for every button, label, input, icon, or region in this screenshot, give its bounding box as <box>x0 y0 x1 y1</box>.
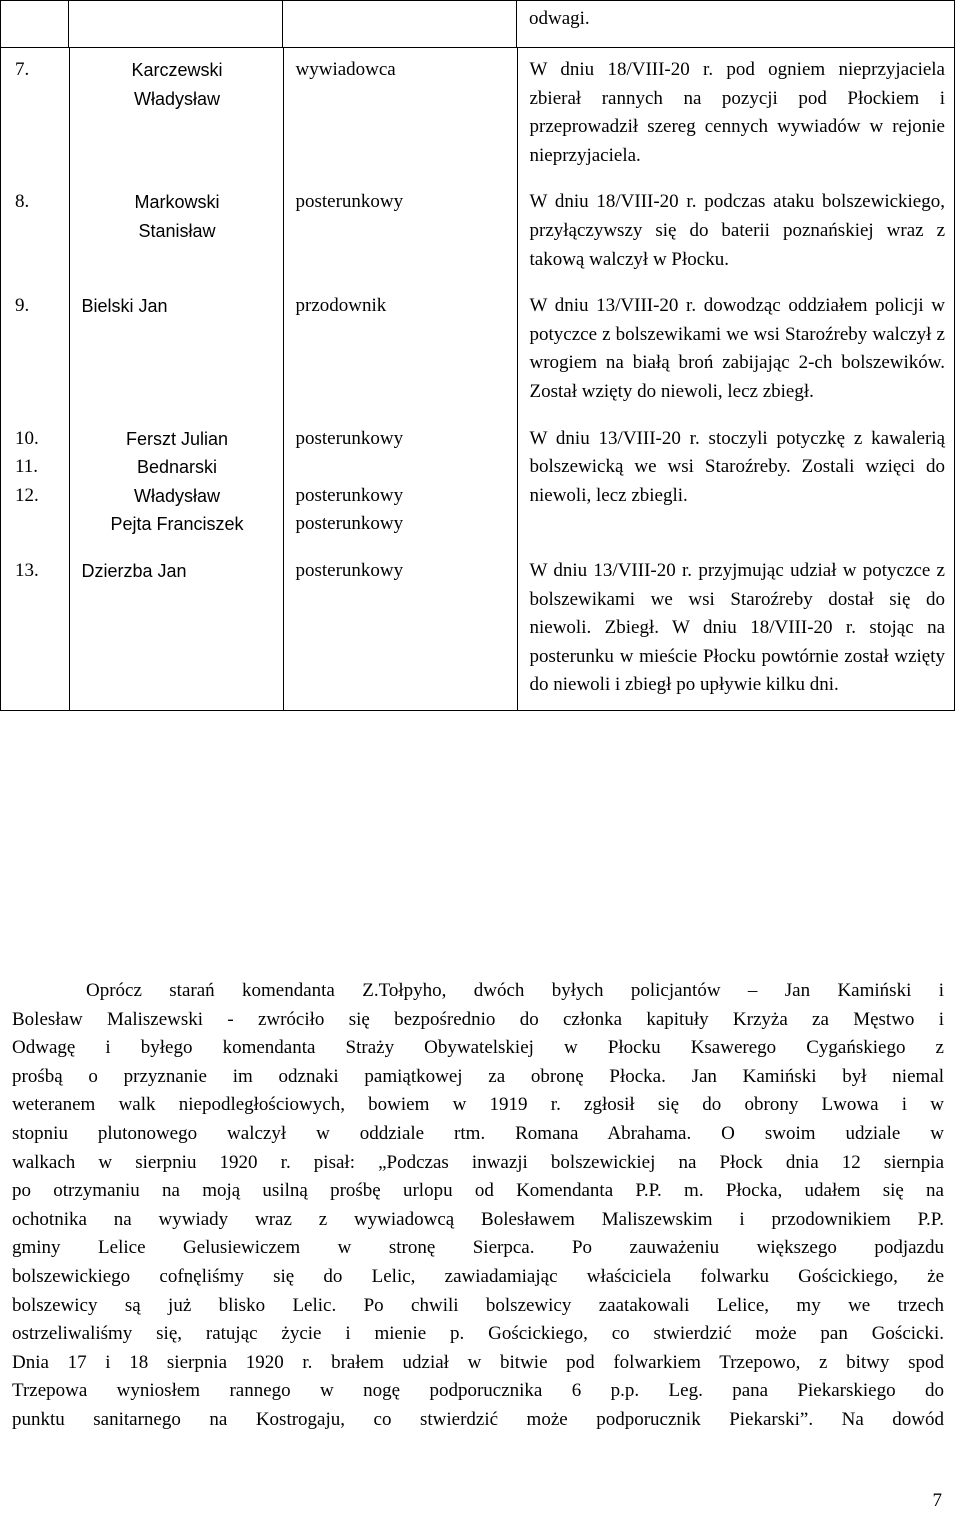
body-line: gminy Lelice Gelusiewiczem w stronę Sierpca. Po zauważeniu większego podjazdu <box>12 1237 944 1259</box>
body-line: Dnia 17 i 18 sierpnia 1920 r. brałem udział w bitwie pod folwarkiem Trzepowo, z bitwy spod <box>12 1351 944 1373</box>
rank: posterunkowy <box>295 427 404 449</box>
body-line: Trzepowa wyniosłem rannego w nogę podporucznika 6 p.p. Leg. pana Piekarskiego do <box>12 1380 944 1402</box>
table-row <box>1 417 955 549</box>
body-line: bolszewicy są już blisko Lelic. Po chwili bolszewicy zaatakowali Lelice, my we trzech <box>12 1294 944 1316</box>
person-name: Bednarski <box>136 457 218 478</box>
body-line: prośbą o przyznanie im odznaki pamiątkowej za obronę Płocka. Jan Kamiński był niemal <box>12 1065 944 1087</box>
rank: posterunkowy <box>295 513 404 535</box>
table-row <box>1 284 955 416</box>
table-row <box>1 48 955 180</box>
body-line: ochotnika na wywiady wraz z wywiadowcą Bolesławem Maliszewskim i przodownikiem P.P. <box>12 1208 944 1230</box>
row-number: 13. <box>15 559 39 581</box>
page-number: 7 <box>932 1490 942 1511</box>
body-line: weteranem walk niepodległościowych, bowiem w 1919 r. zgłosił się do obrony Lwowa i w <box>12 1094 944 1116</box>
awards-table <box>0 0 955 711</box>
row-number: 11. <box>15 456 39 478</box>
person-name: Markowski <box>134 192 220 213</box>
description: W dniu 13/VIII-20 r. dowodząc oddziałem policji w potyczce z bolszewikami we wsi Staroźreby walczył z wrogiem na białą broń zabijając 2-ch bolszewików. Został wzięty do niewoli, lecz zbiegł. <box>529 295 945 402</box>
person-name: Bielski Jan <box>81 296 168 317</box>
row-number: 7. <box>15 59 30 80</box>
description: W dniu 13/VIII-20 r. stoczyli potyczkę z kawalerią bolszewicką we wsi Staroźreby. Zostali wzięci do niewoli, lecz zbiegli. <box>529 427 945 506</box>
body-line: bolszewickiego cofnęliśmy się do Lelic, zawiadamiając właściciela folwarku Gościckiego, że <box>12 1265 944 1287</box>
body-line: Oprócz starań komendanta Z.Tołpyho, dwóch byłych policjantów – Jan Kamiński i <box>86 980 944 1001</box>
person-name: Władysław <box>133 88 221 109</box>
body-line: stopniu plutonowego walczył w oddziale rtm. Romana Abrahama. O swoim udziale w <box>12 1122 944 1144</box>
person-name: Dzierzba Jan <box>81 560 187 581</box>
rank: wywiadowca <box>295 59 396 80</box>
rank: przodownik <box>295 295 387 317</box>
person-name: Pejta Franciszek <box>110 514 244 535</box>
person-name: Karczewski <box>131 60 223 80</box>
person-name: Stanisław <box>138 220 216 241</box>
row-number: 12. <box>15 484 39 506</box>
row-number: 10. <box>15 427 39 449</box>
table-row <box>1 1 955 48</box>
body-line: Bolesław Maliszewski - zwróciło się bezpośrednio do członka kapituły Krzyża za Męstwo i <box>12 1008 944 1030</box>
body-line: punktu sanitarnego na Kostrogaju, co stwierdzić może podporucznik Piekarski”. Na dowód <box>12 1408 944 1430</box>
rank: posterunkowy <box>295 559 404 581</box>
body-line: Odwagę i byłego komendanta Straży Obywatelskiej w Płocku Ksawerego Cygańskiego z <box>12 1037 944 1059</box>
body-line: po otrzymaniu na moją usilną prośbę urlopu od Komendanta P.P. m. Płocka, udałem się na <box>12 1180 944 1202</box>
description: W dniu 18/VIII-20 r. podczas ataku bolszewickiego, przyłączywszy się do baterii poznańskiej wraz z takową walczył w Płocku. <box>529 191 945 270</box>
body-line: walkach w sierpniu 1920 r. pisał: „Podczas inwazji bolszewickiej na Płock dnia 12 siernpia <box>12 1151 944 1173</box>
description: W dniu 13/VIII-20 r. przyjmując udział w potyczce z bolszewikami we wsi Staroźreby dostał się do niewoli. Zbiegł. W dniu 18/VIII-20 r. stojąc na posterunku w mieście Płocku powtórnie został wzięty do niewoli i zbiegł po upływie kilku dni. <box>529 559 945 696</box>
table-row <box>1 48 955 711</box>
person-name: Ferszt Julian <box>125 428 229 449</box>
body-line: ostrzeliwaliśmy się, ratując życie i mienie p. Gościckiego, co stwierdzić może pan Gościcki. <box>12 1323 944 1345</box>
continuation-text: odwagi. <box>529 8 590 29</box>
rank: posterunkowy <box>295 484 404 506</box>
rank: posterunkowy <box>295 191 404 213</box>
row-number: 9. <box>15 295 30 317</box>
body-paragraph <box>12 977 944 1435</box>
table-row <box>1 549 955 710</box>
row-number: 8. <box>15 191 30 213</box>
description: W dniu 18/VIII-20 r. pod ogniem nieprzyjaciela zbierał rannych na pozycji pod Płockiem i przeprowadził szereg cennych wywiadów w rejonie nieprzyjaciela. <box>529 59 945 166</box>
person-name: Władysław <box>133 485 221 506</box>
table-row <box>1 180 955 284</box>
